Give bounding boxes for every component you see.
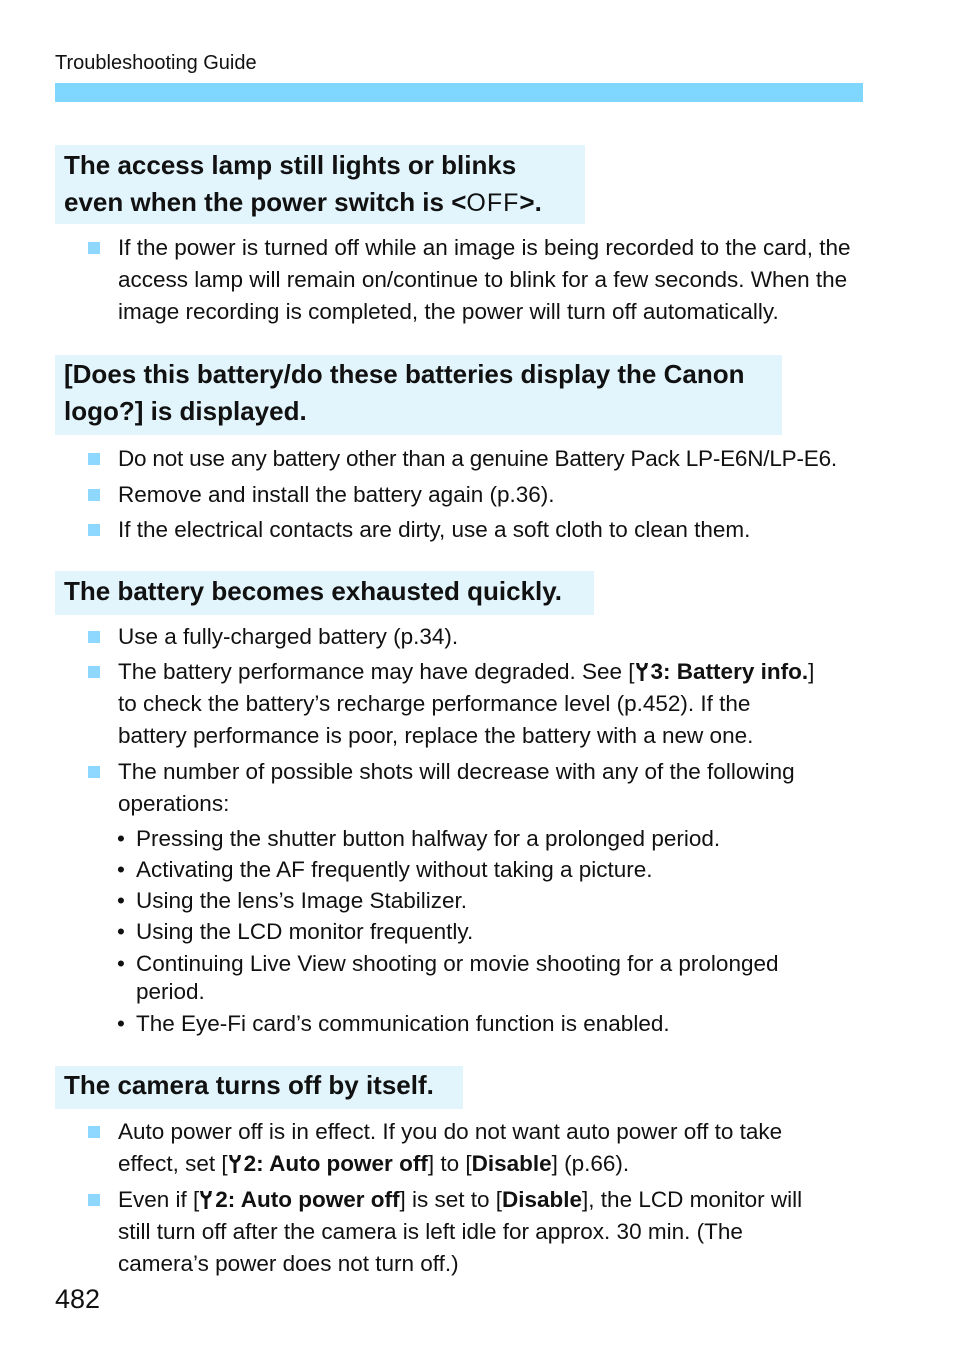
bullet-list (88, 1116, 878, 1280)
sub-item-text: Using the lens’s Image Stabilizer. (136, 888, 468, 913)
square-bullet-icon (88, 766, 100, 778)
heading-line: The access lamp still lights or blinks (64, 150, 517, 180)
square-bullet-icon (88, 242, 100, 254)
heading-line: The battery becomes exhausted quickly. (64, 576, 563, 606)
list-item (88, 621, 878, 653)
text-line: camera’s power does not turn off.) (118, 1251, 459, 1276)
section-heading-battery-logo (55, 355, 782, 435)
running-head: Troubleshooting Guide (55, 52, 257, 74)
text-run: ] to [ (427, 1151, 472, 1176)
page-number: 482 (55, 1284, 101, 1314)
square-bullet-icon (88, 489, 100, 501)
sub-list-item (117, 825, 877, 853)
heading-line: [Does this battery/do these batteries display the Canon (64, 359, 745, 389)
text-line: to check the battery’s recharge performance level (p.452). If the (118, 691, 751, 716)
text-run: ] is set to [ (399, 1187, 502, 1212)
sub-list-item (117, 950, 877, 1006)
sub-item-text: Activating the AF frequently without taking a picture. (136, 857, 653, 882)
menu-ref-battery-info (635, 659, 809, 684)
sub-list-item (117, 887, 877, 915)
bullet-list (88, 621, 878, 820)
text-run: The battery performance may have degraded. See [ (118, 659, 635, 684)
list-item (88, 656, 878, 752)
text-line: If the electrical contacts are dirty, use a soft cloth to clean them. (118, 517, 751, 542)
menu-ref-text: 2: Auto power off (215, 1187, 400, 1212)
list-item (88, 512, 878, 548)
text-line (118, 1184, 878, 1216)
square-bullet-icon (88, 453, 100, 465)
heading-text: >. (519, 187, 542, 217)
heading-line: logo?] is displayed. (64, 396, 307, 426)
heading-line (64, 184, 576, 222)
text-line: battery performance is poor, replace the battery with a new one. (118, 723, 754, 748)
bullet-list (88, 232, 878, 328)
text-line: Remove and install the battery again (p.36). (118, 481, 555, 507)
text-run: ], the LCD monitor will (582, 1187, 803, 1212)
sub-list-item (117, 856, 877, 884)
sub-item-text: Using the LCD monitor frequently. (136, 919, 474, 944)
text-line (118, 1148, 878, 1180)
text-line: Use a fully-charged battery (p.34). (118, 624, 459, 649)
menu-ref-text: 2: Auto power off (243, 1151, 428, 1176)
dot-bullet: • (117, 1011, 125, 1036)
dot-bullet: • (117, 826, 125, 851)
sub-item-text: period. (136, 979, 205, 1004)
text-line: The number of possible shots will decrease with any of the following (118, 759, 795, 784)
text-line: still turn off after the camera is left idle for approx. 30 min. (The (118, 1219, 743, 1244)
text-line: Do not use any battery other than a genuine Battery Pack LP-E6N/LP-E6. (118, 446, 837, 471)
text-run: effect, set [ (118, 1151, 228, 1176)
dot-bullet: • (117, 857, 125, 882)
square-bullet-icon (88, 1126, 100, 1138)
sub-list-item (117, 1010, 877, 1038)
bullet-list (88, 441, 878, 548)
dot-bullet: • (117, 951, 125, 976)
list-item (88, 477, 878, 513)
square-bullet-icon (88, 631, 100, 643)
header-accent-bar (55, 83, 863, 102)
section-heading-access-lamp (55, 145, 585, 224)
list-item (88, 441, 878, 477)
list-item (88, 1184, 878, 1280)
square-bullet-icon (88, 524, 100, 536)
text-run: Even if [ (118, 1187, 200, 1212)
square-bullet-icon (88, 1194, 100, 1206)
sub-list-item (117, 918, 877, 946)
menu-ref-auto-power-off (228, 1151, 428, 1176)
text-line: Auto power off is in effect. If you do not want auto power off to take (118, 1119, 783, 1144)
text-line: image recording is completed, the power will turn off automatically. (118, 299, 779, 324)
wrench-icon (635, 662, 649, 682)
heading-line: The camera turns off by itself. (64, 1070, 434, 1100)
text-line: If the power is turned off while an image is being recorded to the card, the (118, 235, 851, 260)
sub-item-text: Pressing the shutter button halfway for a prolonged period. (136, 826, 721, 851)
wrench-icon (228, 1154, 242, 1174)
text-line: access lamp will remain on/continue to blink for a few seconds. When the (118, 267, 848, 292)
wrench-icon (199, 1190, 213, 1210)
text-line: operations: (118, 791, 230, 816)
text-run: ] (p.66). (551, 1151, 630, 1176)
text-line (118, 656, 878, 688)
setting-value-disable: Disable (502, 1187, 583, 1212)
list-item (88, 756, 878, 820)
menu-ref-auto-power-off (199, 1187, 399, 1212)
list-item (88, 1116, 878, 1180)
text-run: ] (808, 659, 815, 684)
sub-item-text: The Eye-Fi card’s communication function is enabled. (136, 1011, 670, 1036)
menu-ref-text: 3: Battery info. (650, 659, 809, 684)
section-heading-battery-exhausted (55, 571, 594, 615)
off-symbol: OFF (466, 189, 520, 217)
dot-bullet: • (117, 888, 125, 913)
dot-bullet: • (117, 919, 125, 944)
section-heading-camera-turns-off (55, 1066, 463, 1109)
sub-bullet-list (117, 825, 877, 1038)
square-bullet-icon (88, 666, 100, 678)
list-item (88, 232, 878, 328)
sub-item-text: Continuing Live View shooting or movie shooting for a prolonged (136, 951, 779, 976)
setting-value-disable: Disable (471, 1151, 552, 1176)
heading-text: even when the power switch is < (64, 187, 467, 217)
